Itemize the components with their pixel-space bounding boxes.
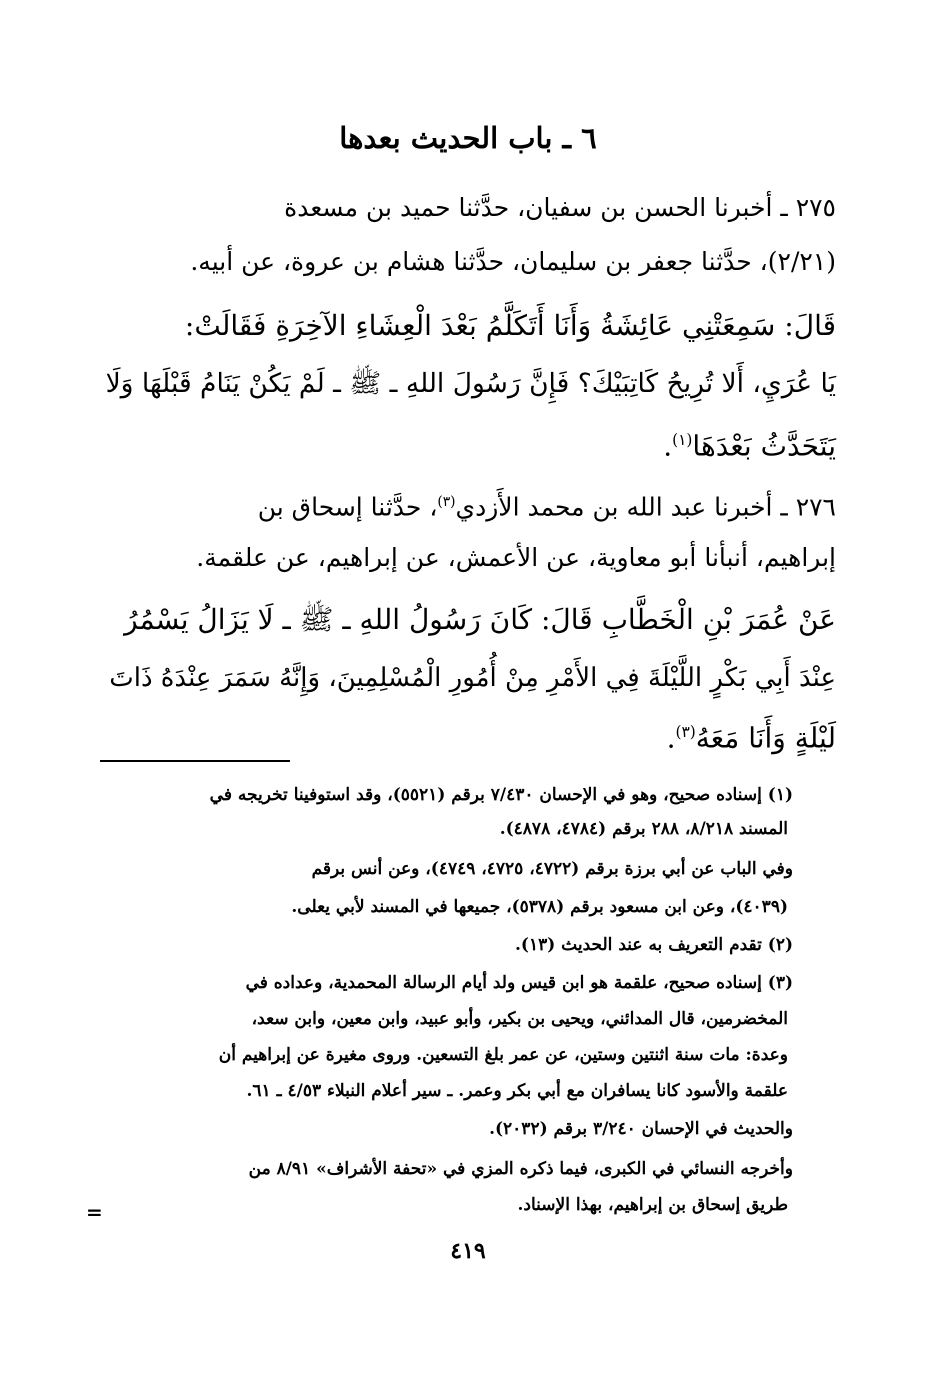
footnote-separator bbox=[100, 760, 290, 762]
hadith-275-chain-line-1: ٢٧٥ ـ أخبرنا الحسن بن سفيان، حدَّثنا حميد بن مسعدة bbox=[284, 193, 836, 222]
period: . bbox=[663, 429, 673, 463]
footnote-1-line-1: (١) إسناده صحيح، وهو في الإحسان ٧/٤٣٠ برقم (٥٥٢١)، وقد استوفينا تخريجه في bbox=[209, 785, 793, 805]
hadith-275-chain-line-2: (٢/٢١)، حدَّثنا جعفر بن سليمان، حدَّثنا هشام بن عروة، عن أبيه. bbox=[190, 247, 836, 276]
hadith-275-text-line-3 bbox=[100, 414, 836, 472]
footnote-3-line-6: وأخرجه النسائي في الكبرى، فيما ذكره المزي في «تحفة الأشراف» ٨/٩١ من bbox=[248, 1159, 793, 1179]
footnote-ref-3: (٣) bbox=[675, 723, 696, 741]
footnote-2-line-1: (٢) تقدم التعريف به عند الحديث (١٣). bbox=[514, 935, 793, 955]
hadith-276-chain-line-2: إبراهيم، أنبأنا أبو معاوية، عن الأعمش، عن إبراهيم، عن علقمة. bbox=[196, 543, 836, 572]
hadith-276-chain-cont: ، حدَّثنا إسحاق بن bbox=[257, 492, 438, 522]
hadith-276-text-line-1: عَنْ عُمَرَ بْنِ الْخَطَّابِ قَالَ: كَانَ رَسُولُ اللهِ ـ ﷺ ـ لَا يَزَالُ يَسْمُرُ bbox=[124, 603, 836, 636]
hadith-275-text-line-1: قَالَ: سَمِعَتْنِي عَائِشَةُ وَأَنَا أَتَكَلَّمُ بَعْدَ الْعِشَاءِ الآخِرَةِ فَقَالَتْ: bbox=[184, 309, 836, 342]
footnote-ref-2: (٣) bbox=[437, 494, 456, 510]
hadith-276-chain-start: ٢٧٦ ـ أخبرنا عبد الله بن محمد الأَزدي bbox=[455, 492, 836, 522]
footnote-1-line-3: وفي الباب عن أبي برزة برقم (٤٧٢٢، ٤٧٢٥، ٤٧٤٩)، وعن أنس برقم bbox=[311, 859, 793, 879]
page-number: ٤١٩ bbox=[450, 1238, 486, 1264]
footnote-3-line-2: المخضرمين، قال المدائني، ويحيى بن بكير، وأبو عبيد، وابن معين، وابن سعد، bbox=[251, 1009, 788, 1029]
hadith-276-text-line-3 bbox=[100, 706, 836, 764]
hadith-276-text-line-2: عِنْدَ أَبِي بَكْرٍ اللَّيْلَةَ فِي الأَمْرِ مِنْ أُمُورِ الْمُسْلِمِينَ، وَإِنَّهُ سَمَرَ عِنْدَهُ ذَاتَ bbox=[109, 663, 836, 693]
hadith-275-text-line-2: يَا عُرَيِ، أَلا تُرِيحُ كَاتِبَيْكَ؟ فَإِنَّ رَسُولَ اللهِ ـ ﷺ ـ لَمْ يَكُنْ يَنَامُ قَبْلَهَا وَلَا bbox=[105, 368, 836, 399]
footnote-3-line-3: وعدة: مات سنة اثنتين وستين، عن عمر بلغ التسعين. وروى مغيرة عن إبراهيم أن bbox=[218, 1045, 788, 1065]
footnote-ref-1: (١) bbox=[672, 431, 693, 449]
hadith-276-text-end: لَيْلَةٍ وَأَنَا مَعَهُ bbox=[695, 721, 836, 755]
footnote-1-line-4: (٤٠٣٩)، وعن ابن مسعود برقم (٥٣٧٨)، جميعها في المسند لأبي يعلى. bbox=[291, 897, 788, 917]
footnote-1-line-2: المسند ٨/٢١٨، ٢٨٨ برقم (٤٧٨٤، ٤٨٧٨). bbox=[499, 819, 788, 839]
footnote-3-line-1: (٣) إسناده صحيح، علقمة هو ابن قيس ولد أيام الرسالة المحمدية، وعداده في bbox=[245, 973, 793, 993]
margin-marker: = bbox=[86, 1200, 103, 1224]
footnote-3-line-5: والحديث في الإحسان ٣/٢٤٠ برقم (٢٠٣٢). bbox=[489, 1119, 793, 1139]
chapter-heading: ٦ ـ باب الحديث بعدها bbox=[339, 121, 597, 155]
hadith-276-chain-line-1 bbox=[100, 480, 836, 529]
hadith-275-text-end: يَتَحَدَّثُ بَعْدَهَا bbox=[692, 429, 836, 463]
footnote-3-line-4: علقمة والأسود كانا يسافران مع أبي بكر وعمر. ـ سير أعلام النبلاء ٤/٥٣ ـ ٦١. bbox=[246, 1081, 788, 1101]
period: . bbox=[666, 721, 676, 755]
footnote-3-line-7: طريق إسحاق بن إبراهيم، بهذا الإسناد. bbox=[517, 1195, 788, 1215]
